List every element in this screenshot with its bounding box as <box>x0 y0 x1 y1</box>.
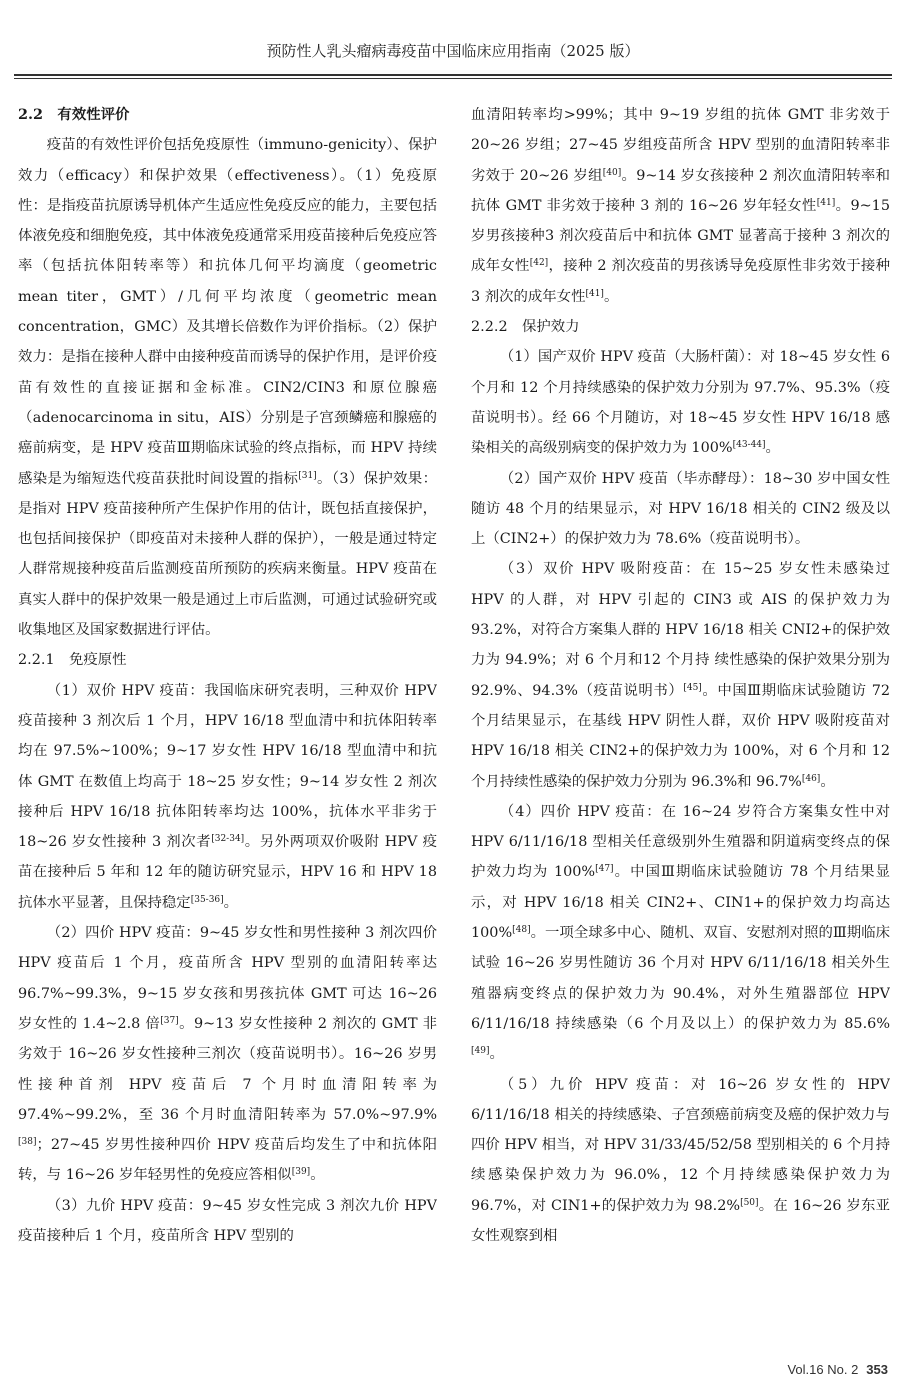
paragraph <box>471 342 890 463</box>
paragraph-text: 。9~14 岁女孩接种 2 剂次血清阳转率和抗体 GMT 非劣效于接种 3 剂的 16~26 岁年轻女性 <box>471 167 890 214</box>
paragraph-text: ，接种 2 剂次疫苗的男孩诱导免疫原性非劣效于接种 3 剂次的成年女性 <box>471 258 890 305</box>
paragraph <box>18 918 437 1191</box>
paragraph <box>471 797 890 1070</box>
paragraph-text: ；27~45 岁男性接种四价 HPV 疫苗后均发生了中和抗体阳转，与 16~26 岁年轻男性的免疫应答相似 <box>18 1137 437 1184</box>
citation-ref: [38] <box>18 1137 37 1148</box>
citation-ref: [47] <box>595 864 614 875</box>
paragraph <box>471 554 890 796</box>
paragraph-text: 。另外两项双价吸附 HPV 疫苗在接种后 5 年和 12 年的随访研究显示，HPV 16 和 HPV 18 抗体水平显著，且保持稳定 <box>18 834 437 911</box>
paragraph-text: 。 <box>765 440 780 457</box>
paragraph-text: （1）双价 HPV 疫苗：我国临床研究表明，三种双价 HPV 疫苗接种 3 剂次后 1 个月，HPV 16/18 型血清中和抗体阳转率均在 97.5%~100%；9~17 岁女性 HPV 16/18 型血清中和抗体 GMT 在数值上均高于 18~25 岁女性；9~14 岁女性 2 剂次接种后 HPV 16/18 抗体阳转率均达 100%，抗体水平非劣于 18~26 岁女性接种 3 剂次者 <box>18 682 437 851</box>
paragraph-text: 。一项全球多中心、随机、双盲、安慰剂对照的Ⅲ期临床试验 16~26 岁男性随访 36 个月对 HPV 6/11/16/18 相关外生殖器病变终点的保护效力为 90.4%，对外生殖器部位 HPV 6/11/16/18 持续感染（6 个月及以上）的保护效力为 85.6% <box>471 925 890 1032</box>
citation-ref: [48] <box>512 925 531 936</box>
paragraph-text: 2.2.1 免疫原性 <box>18 652 127 669</box>
paragraph-text: 。 <box>310 1167 325 1184</box>
running-header: 预防性人乳头瘤病毒疫苗中国临床应用指南（2025 版） <box>266 42 640 60</box>
page-number: 353 <box>866 1362 888 1377</box>
paragraph-text: 。9~15 岁男孩接种3 剂次疫苗后中和抗体 GMT 显著高于接种 3 剂次的成年女性 <box>471 197 890 275</box>
paragraph <box>18 130 437 645</box>
citation-ref: [31] <box>298 470 317 481</box>
citation-ref: [42] <box>529 258 549 269</box>
citation-ref: [41] <box>585 288 604 299</box>
paragraph-text: （2）国产双价 HPV 疫苗（毕赤酵母）：18~30 岁中国女性随访 48 个月的结果显示，对 HPV 16/18 相关的 CIN2 级及以上（CIN2+）的保护效力为 78.6%（疫苗说明书）。 <box>471 470 890 548</box>
paragraph-text: 血清阳转率均>99%；其中 9~19 岁组的抗体 GMT 非劣效于 20~26 岁组；27~45 岁组疫苗所含 HPV 型别的血清阳转率非劣效于 20~26 岁组 <box>471 107 890 184</box>
paragraph-text: 。中国Ⅲ期临床试验随访 72 个月结果显示，在基线 HPV 阴性人群，双价 HPV 吸附疫苗对 HPV 16/18 相关 CIN2+的保护效力为 100%，对 6 个月和 12 个月持续性感染的保护效力分别为 96.3%和 96.7% <box>471 682 890 790</box>
paragraph-text: 。 <box>603 288 619 305</box>
paragraph <box>18 676 437 918</box>
paragraph-text: 。 <box>489 1046 504 1063</box>
citation-ref: [39] <box>291 1167 311 1178</box>
paragraph <box>471 1070 890 1252</box>
paragraph-text: 。中国Ⅲ期临床试验随访 78 个月结果显示，对 HPV 16/18 相关 CIN2+、CIN1+的保护效力均高达 100% <box>471 864 890 942</box>
paragraph-text: 。（3）保护效果：是指对 HPV 疫苗接种所产生保护作用的估计，既包括直接保护，也包括间接保护（即疫苗对未接种人群的保护），一般是通过特定人群常规接种疫苗后监测疫苗所预防的疾病来衡量。HPV 疫苗在真实人群中的保护效果一般是通过上市后监测，可通过试验研究或收集地区及国家数据进行评估。 <box>18 470 437 639</box>
volume-info: Vol.16 No. 2 <box>787 1362 859 1377</box>
paragraph-text: （5）九价 HPV 疫苗：对 16~26 岁女性的 HPV 6/11/16/18 相关的持续感染、子宫颈癌前病变及癌的保护效力与四价 HPV 相当，对 HPV 31/33/45/52/58 型别相关的 6 个月持续感染保护效力为 96.0%，12 个月持续感染保护效力为 96.7%，对 CIN1+的保护效力为 98.2% <box>471 1076 890 1214</box>
section-heading <box>18 100 437 130</box>
right-column <box>471 100 890 1340</box>
paragraph-text: 。 <box>820 773 835 790</box>
paragraph-text: 2.2.2 保护效力 <box>471 319 580 336</box>
paragraph-text: （2）四价 HPV 疫苗：9~45 岁女性和男性接种 3 剂次四价 HPV 疫苗后 1 个月，疫苗所含 HPV 型别的血清阳转率达 96.7%~99.3%，9~15 岁女孩和男孩抗体 GMT 可达 16~26 岁女性的 1.4~2.8 倍 <box>18 925 437 1032</box>
paragraph <box>471 464 890 555</box>
subsection-heading <box>18 645 437 675</box>
paragraph-text: 。在 16~26 岁东亚女性观察到相 <box>471 1197 890 1244</box>
citation-ref: [35-36] <box>190 894 224 905</box>
paragraph-text: （4）四价 HPV 疫苗：在 16~24 岁符合方案集女性中对 HPV 6/11/16/18 型相关任意级别外生殖器和阴道病变终点的保护效力均为 100% <box>471 803 890 881</box>
citation-ref: [49] <box>471 1046 490 1057</box>
paragraph-continued <box>471 100 890 312</box>
paragraph-text: （3）双价 HPV 吸附疫苗：在 15~25 岁女性未感染过 HPV 的人群，对 HPV 引起的 CIN3 或 AIS 的保护效力为 93.2%，对符合方案集人群的 HPV 16/18 相关 CNI2+的保护效力为 94.9%；对 6 个月和12 个月持 续性感染的保护效果分别为 92.9%、94.3%（疫苗说明书） <box>471 561 890 699</box>
paragraph-text: （1）国产双价 HPV 疫苗（大肠杆菌）：对 18~45 岁女性 6 个月和 12 个月持续感染的保护效力分别为 97.7%、95.3%（疫苗说明书）。经 66 个月随访，对 18~45 岁女性 HPV 16/18 感染相关的高级别病变的保护效力为 100% <box>471 349 890 457</box>
citation-ref: [43-44] <box>732 440 766 451</box>
left-column <box>18 100 437 1340</box>
citation-ref: [37] <box>160 1015 179 1026</box>
subsection-heading <box>471 312 890 342</box>
page-footer <box>787 1362 888 1377</box>
citation-ref: [46] <box>801 773 821 784</box>
paragraph-text: 2.2 有效性评价 <box>18 106 130 123</box>
header-rule-thin <box>14 78 892 79</box>
paragraph-text: 。9~13 岁女性接种 2 剂次的 GMT 非劣效于 16~26 岁女性接种三剂次（疫苗说明书）。16~26 岁男性接种首剂 HPV 疫苗后 7 个月时血清阳转率为 97.4%~99.2%，至 36 个月时血清阳转率为 57.0%~97.9% <box>18 1015 437 1123</box>
citation-ref: [45] <box>683 682 702 693</box>
paragraph-text: （3）九价 HPV 疫苗：9~45 岁女性完成 3 剂次九价 HPV 疫苗接种后 1 个月，疫苗所含 HPV 型别的 <box>18 1197 437 1244</box>
citation-ref: [50] <box>740 1197 759 1208</box>
paragraph <box>18 1191 437 1252</box>
citation-ref: [41] <box>816 197 836 208</box>
citation-ref: [40] <box>602 167 622 178</box>
paragraph-text: 疫苗的有效性评价包括免疫原性（immuno-genicity）、保护效力（efficacy）和保护效果（effectiveness）。（1）免疫原性：是指疫苗抗原诱导机体产生适应性免疫反应的能力，主要包括体液免疫和细胞免疫，其中体液免疫通常采用疫苗接种后免疫应答率（包括抗体阳转率等）和抗体几何平均滴度（geometric mean titer，GMT）/几何平均浓度（geometric mean concentration，GMC）及其增长倍数作为评价指标。（2）保护效力：是指在接种人群中由接种疫苗而诱导的保护作用，是评价疫苗有效性的直接证据和金标准。CIN2/CIN3 和原位腺癌（adenocarcinoma in situ，AIS）分别是子宫颈鳞癌和腺癌的癌前病变，是 HPV 疫苗Ⅲ期临床试验的终点指标，而 HPV 持续感染是为缩短迭代疫苗获批时间设置的指标 <box>18 137 437 487</box>
header-rule-thick <box>14 74 892 76</box>
paragraph-text: 。 <box>223 894 239 911</box>
citation-ref: [32-34] <box>211 834 245 845</box>
